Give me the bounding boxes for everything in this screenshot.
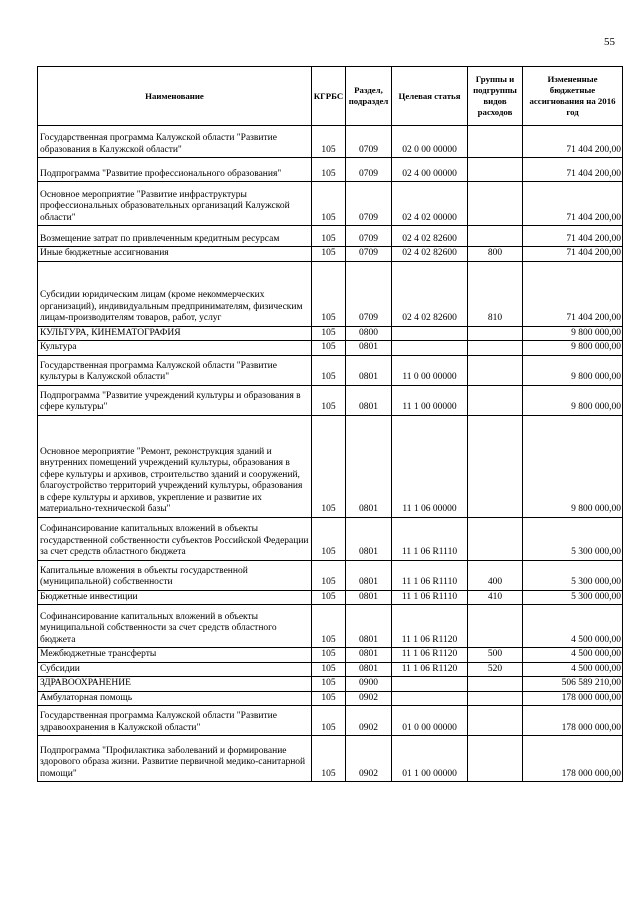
table-row [38, 415, 623, 517]
cell-summa: 5 300 000,00 [523, 517, 623, 560]
cell-name: Основное мероприятие "Развитие инфраструктуры профессиональных образовательных организаций Калужской области" [38, 182, 312, 226]
cell-name: Культура [38, 341, 312, 356]
cell-kgrbs: 105 [312, 158, 346, 182]
cell-gruppy [468, 226, 523, 247]
cell-gruppy [468, 677, 523, 692]
header-summa: Измененные бюджетные ассигнования на 2016 год [523, 67, 623, 126]
cell-name: Софинансирование капитальных вложений в объекты государственной собственности субъектов Российской Федерации за счет средств областного бюджета [38, 517, 312, 560]
cell-name: Капитальные вложения в объекты государственной (муниципальной) собственности [38, 560, 312, 590]
cell-summa: 178 000 000,00 [523, 691, 623, 706]
cell-summa: 506 589 210,00 [523, 677, 623, 692]
cell-celevaya: 02 0 00 00000 [392, 126, 468, 158]
header-name: Наименование [38, 67, 312, 126]
cell-celevaya: 11 1 06 R1120 [392, 605, 468, 648]
cell-razdel: 0801 [346, 662, 392, 677]
cell-name: Межбюджетные трансферты [38, 648, 312, 663]
cell-kgrbs: 105 [312, 560, 346, 590]
cell-kgrbs: 105 [312, 226, 346, 247]
table-row [38, 385, 623, 415]
cell-celevaya: 11 1 06 R1120 [392, 648, 468, 663]
cell-name: Подпрограмма "Развитие учреждений культуры и образования в сфере культуры" [38, 385, 312, 415]
cell-celevaya: 01 1 00 00000 [392, 736, 468, 782]
cell-summa: 4 500 000,00 [523, 605, 623, 648]
cell-celevaya: 11 1 06 R1110 [392, 517, 468, 560]
cell-razdel: 0801 [346, 385, 392, 415]
cell-name: КУЛЬТУРА, КИНЕМАТОГРАФИЯ [38, 326, 312, 341]
table-body [38, 126, 623, 782]
cell-gruppy [468, 182, 523, 226]
cell-summa: 4 500 000,00 [523, 648, 623, 663]
cell-summa: 178 000 000,00 [523, 706, 623, 736]
cell-celevaya: 11 1 06 00000 [392, 415, 468, 517]
cell-celevaya: 02 4 02 82600 [392, 261, 468, 326]
cell-kgrbs: 105 [312, 341, 346, 356]
cell-razdel: 0801 [346, 341, 392, 356]
cell-razdel: 0902 [346, 736, 392, 782]
table-row [38, 517, 623, 560]
cell-kgrbs: 105 [312, 605, 346, 648]
cell-kgrbs: 105 [312, 247, 346, 262]
cell-gruppy [468, 355, 523, 385]
cell-summa: 71 404 200,00 [523, 126, 623, 158]
table-header-row [38, 67, 623, 126]
cell-kgrbs: 105 [312, 662, 346, 677]
cell-razdel: 0801 [346, 605, 392, 648]
cell-gruppy [468, 736, 523, 782]
cell-summa: 71 404 200,00 [523, 182, 623, 226]
cell-kgrbs: 105 [312, 590, 346, 605]
cell-summa: 4 500 000,00 [523, 662, 623, 677]
cell-summa: 9 800 000,00 [523, 355, 623, 385]
cell-name: Субсидии [38, 662, 312, 677]
table-row [38, 736, 623, 782]
table-row [38, 126, 623, 158]
table-row [38, 560, 623, 590]
cell-gruppy [468, 691, 523, 706]
cell-summa: 71 404 200,00 [523, 261, 623, 326]
cell-celevaya: 11 1 06 R1120 [392, 662, 468, 677]
cell-name: Государственная программа Калужской области "Развитие образования в Калужской области" [38, 126, 312, 158]
table-row [38, 691, 623, 706]
cell-summa: 5 300 000,00 [523, 590, 623, 605]
cell-name: ЗДРАВООХРАНЕНИЕ [38, 677, 312, 692]
page-number: 55 [604, 36, 615, 48]
cell-celevaya [392, 677, 468, 692]
cell-summa: 71 404 200,00 [523, 226, 623, 247]
cell-celevaya [392, 341, 468, 356]
cell-kgrbs: 105 [312, 261, 346, 326]
cell-gruppy: 520 [468, 662, 523, 677]
table-row [38, 247, 623, 262]
cell-kgrbs: 105 [312, 517, 346, 560]
cell-celevaya: 02 4 00 00000 [392, 158, 468, 182]
cell-celevaya: 02 4 02 00000 [392, 182, 468, 226]
cell-name: Возмещение затрат по привлеченным кредитным ресурсам [38, 226, 312, 247]
cell-celevaya: 11 0 00 00000 [392, 355, 468, 385]
cell-kgrbs: 105 [312, 385, 346, 415]
table-row [38, 706, 623, 736]
cell-summa: 71 404 200,00 [523, 247, 623, 262]
table-row [38, 605, 623, 648]
cell-gruppy: 400 [468, 560, 523, 590]
cell-razdel: 0900 [346, 677, 392, 692]
cell-razdel: 0801 [346, 648, 392, 663]
table-row [38, 590, 623, 605]
cell-gruppy [468, 517, 523, 560]
budget-table [37, 66, 623, 782]
cell-razdel: 0801 [346, 517, 392, 560]
cell-razdel: 0902 [346, 706, 392, 736]
cell-gruppy [468, 605, 523, 648]
cell-razdel: 0801 [346, 590, 392, 605]
cell-name: Субсидии юридическим лицам (кроме некоммерческих организаций), индивидуальным предпринимателям, физическим лицам-производителям товаров, работ, услуг [38, 261, 312, 326]
cell-celevaya [392, 691, 468, 706]
cell-summa: 9 800 000,00 [523, 341, 623, 356]
table-row [38, 182, 623, 226]
table-row [38, 226, 623, 247]
cell-gruppy [468, 415, 523, 517]
cell-kgrbs: 105 [312, 326, 346, 341]
cell-gruppy [468, 385, 523, 415]
cell-razdel: 0709 [346, 247, 392, 262]
cell-gruppy [468, 706, 523, 736]
header-kgrbs: КГРБС [312, 67, 346, 126]
cell-razdel: 0709 [346, 261, 392, 326]
table-row [38, 677, 623, 692]
cell-kgrbs: 105 [312, 126, 346, 158]
cell-razdel: 0709 [346, 182, 392, 226]
header-gruppy: Группы и подгруппы видов расходов [468, 67, 523, 126]
table-row [38, 261, 623, 326]
cell-name: Амбулаторная помощь [38, 691, 312, 706]
cell-name: Иные бюджетные ассигнования [38, 247, 312, 262]
table-row [38, 662, 623, 677]
cell-razdel: 0801 [346, 560, 392, 590]
table-row [38, 648, 623, 663]
cell-gruppy [468, 341, 523, 356]
header-celevaya: Целевая статья [392, 67, 468, 126]
cell-summa: 9 800 000,00 [523, 385, 623, 415]
cell-summa: 9 800 000,00 [523, 415, 623, 517]
cell-celevaya: 01 0 00 00000 [392, 706, 468, 736]
cell-kgrbs: 105 [312, 182, 346, 226]
cell-razdel: 0709 [346, 226, 392, 247]
cell-razdel: 0709 [346, 158, 392, 182]
table-row [38, 341, 623, 356]
cell-kgrbs: 105 [312, 415, 346, 517]
cell-name: Подпрограмма "Профилактика заболеваний и формирование здорового образа жизни. Развитие первичной медико-санитарной помощи" [38, 736, 312, 782]
cell-name: Софинансирование капитальных вложений в объекты муниципальной собственности за счет средств областного бюджета [38, 605, 312, 648]
cell-name: Бюджетные инвестиции [38, 590, 312, 605]
cell-summa: 5 300 000,00 [523, 560, 623, 590]
table-row [38, 326, 623, 341]
cell-gruppy: 800 [468, 247, 523, 262]
cell-celevaya: 02 4 02 82600 [392, 226, 468, 247]
cell-kgrbs: 105 [312, 691, 346, 706]
cell-name: Государственная программа Калужской области "Развитие здравоохранения в Калужской области" [38, 706, 312, 736]
cell-gruppy: 500 [468, 648, 523, 663]
cell-gruppy [468, 158, 523, 182]
table-row [38, 158, 623, 182]
cell-razdel: 0800 [346, 326, 392, 341]
cell-celevaya: 11 1 00 00000 [392, 385, 468, 415]
cell-summa: 9 800 000,00 [523, 326, 623, 341]
cell-name: Государственная программа Калужской области "Развитие культуры в Калужской области" [38, 355, 312, 385]
cell-kgrbs: 105 [312, 706, 346, 736]
cell-celevaya: 11 1 06 R1110 [392, 560, 468, 590]
cell-celevaya: 11 1 06 R1110 [392, 590, 468, 605]
cell-name: Подпрограмма "Развитие профессионального образования" [38, 158, 312, 182]
cell-kgrbs: 105 [312, 736, 346, 782]
cell-kgrbs: 105 [312, 677, 346, 692]
cell-kgrbs: 105 [312, 648, 346, 663]
cell-summa: 71 404 200,00 [523, 158, 623, 182]
cell-kgrbs: 105 [312, 355, 346, 385]
cell-celevaya [392, 326, 468, 341]
cell-gruppy [468, 326, 523, 341]
cell-gruppy: 810 [468, 261, 523, 326]
cell-razdel: 0801 [346, 415, 392, 517]
cell-summa: 178 000 000,00 [523, 736, 623, 782]
cell-razdel: 0902 [346, 691, 392, 706]
header-razdel: Раздел, подраздел [346, 67, 392, 126]
cell-gruppy [468, 126, 523, 158]
cell-razdel: 0709 [346, 126, 392, 158]
cell-razdel: 0801 [346, 355, 392, 385]
table-row [38, 355, 623, 385]
cell-celevaya: 02 4 02 82600 [392, 247, 468, 262]
cell-name: Основное мероприятие "Ремонт, реконструкция зданий и внутренних помещений учреждений культуры, образования в сфере культуры и архивов, строительство зданий и сооружений, благоустройство территорий учреждений культуры, образования в сфере культуры и архивов, укрепление и развитие их материально-технической базы" [38, 415, 312, 517]
cell-gruppy: 410 [468, 590, 523, 605]
